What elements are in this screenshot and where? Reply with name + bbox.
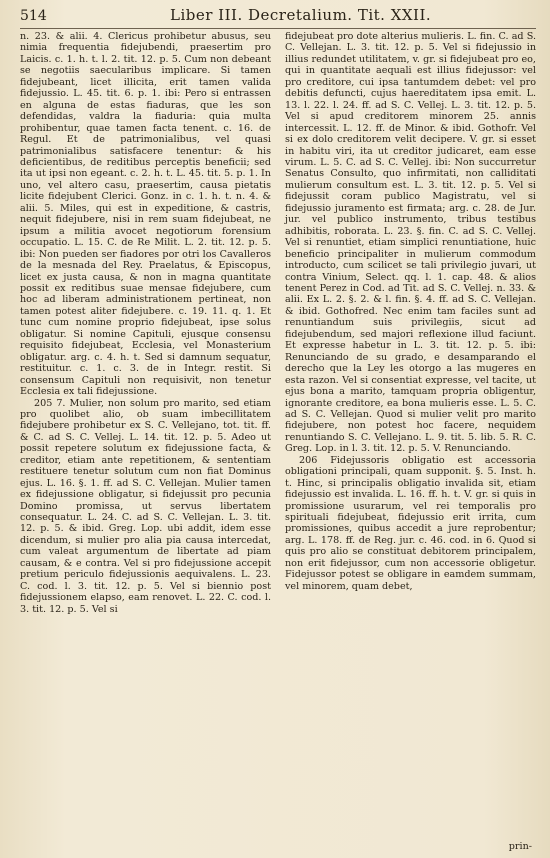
paragraph: 205 7. Mulier, non solum pro marito, sed etiam pro quolibet alio, ob suam imbecillitatem fidejubere prohibetur ex S. C. Vellejano, tot. tit. ff. & C. ad S. C. Vellej. L. 14. tit. 12. p. 5. Adeo ut possit repetere solutum ex fidejussione facta, & creditor, etiam ante repetitionem, & sententiam restituere tenetur solutum cum non fiat Dominus ejus. L. 16. §. 1. ff. ad S. C. Vellejan. Mulier tamen ex fidejussione obligatur, si fidejussit pro pecunia Domino promissa, ut servus libertatem consequatur. L. 24. C. ad S. C. Vellejan. L. 3. tit. 12. p. 5. & ibid. Greg. Lop. ubi addit, idem esse dicendum, si mulier pro alia pia causa intercedat, cum valeat argumentum de libertate ad piam causam, & e contra. Vel si pro fidejussione accepit pretium periculo fidejussionis aequivalens. L. 23. C. cod. l. 3. tit. 12. p. 5. Vel si biennio post fidejussionem elapso, eam renovet. L. 22. C. cod. l. 3. tit. 12. p. 5. Vel si <box>20 397 271 615</box>
running-title: Liber III. Decretalium. Tit. XXII. <box>170 6 432 24</box>
paragraph: 206 Fidejussoris obligatio est accessoria obligationi principali, quam supponit. §. 5. Inst. h. t. Hinc, si principalis obligatio invalida sit, etiam fidejussio est invalida. L. 16. ff. h. t. V. gr. si quis in promissione usurarum, vel rei temporalis pro spirituali fidejubeat, fidejussio erit irrita, cum promissiones, quibus accedit a jure reprobentur; arg. L. 178. ff. de Reg. jur. c. 46. cod. in 6. Quod si quis pro alio se constituat debitorem principalem, non erit fidejussor, cum non accessorie obligetur. Fidejussor potest se obligare in eamdem summam, vel minorem, quam debet, <box>285 454 536 592</box>
paragraph: n. 23. & alii. 4. Clericus prohibetur abusus, seu nimia frequentia fidejubendi, praesertim pro Laicis. c. 1. h. t. l. 2. tit. 12. p. 5. Cum non debeant se negotiis saecularibus implicare. Si tamen fidejubeant, licet illicita, erit tamen valida fidejussio. L. 45. tit. 6. p. 1. ibi: Pero si entrassen en alguna de estas fiaduras, que les son defendidas, valdra la fiaduria: quia multa prohibentur, quae tamen facta tenent. c. 16. de Regul. Et de patrimonialibus, vel quasi patrimonialibus satisfacere tenentur: & his deficientibus, de reditibus perceptis beneficii; sed ita ut ipsi non egeant. c. 2. h. t. L. 45. tit. 5. p. 1. In uno, vel altero casu, praesertim, causa pietatis licite fidejubent Clerici. Gonz. in c. 1. h. t. n. 4. & alii. 5. Miles, qui est in expeditione, & castris, nequit fidejubere, nisi in rem suam fidejubeat, ne ipsum a militia avocet negotiorum forensium occupatio. L. 15. C. de Re Milit. L. 2. tit. 12. p. 5. ibi: Non pueden ser fiadores por otri los Cavalleros de la mesnada del Rey. Praelatus, & Episcopus, licet ex justa causa, & non in magna quantitate possit ex reditibus suae mensae fidejubere, cum hoc ad liberam administrationem pertineat, non tamen potest aliter fidejubere. c. 19. 11. q. 1. Et tunc cum nomine proprio fidejubeat, ipse solus obligatur. Si nomine Capituli, ejusque consensu requisito fidejubeat, Ecclesia, vel Monasterium obligatur. arg. c. 4. h. t. Sed si damnum sequatur, restituitur. c. 1. c. 3. de in Integr. restit. Si consensum Capituli non requisivit, non tenetur Ecclesia ex tali fidejussione. <box>20 31 271 398</box>
left-column <box>20 31 271 615</box>
text-columns <box>20 31 536 615</box>
page-number: 514 <box>20 8 47 24</box>
catchword: prin- <box>508 841 532 852</box>
right-column <box>285 31 536 615</box>
paragraph: fidejubeat pro dote alterius mulieris. L. fin. C. ad S. C. Vellejan. L. 3. tit. 12. p. 5. Vel si fidejussio in illius redundet utilitatem, v. gr. si fidejubeat pro eo, qui in quantitate aequali est illius fidejussor: vel pro creditore, cui ipsa tantumdem debet: vel pro debitis defuncti, cujus haereditatem ipsa emit. L. 13. l. 22. l. 24. ff. ad S. C. Vellej. L. 3. tit. 12. p. 5. Vel si apud creditorem minorem 25. annis intercessit. L. 12. ff. de Minor. & ibid. Gothofr. Vel si ex dolo creditorem velit decipere. V. gr. si esset in habitu viri, ita ut creditor judicaret, eam esse virum. L. 5. C. ad S. C. Vellej. ibi: Non succurretur Senatus Consulto, quo infirmitati, non calliditati mulierum consultum est. L. 3. tit. 12. p. 5. Vel si fidejussit coram publico Magistratu, vel si fidejussio juramento est firmata; arg. c. 28. de Jur. jur. vel publico instrumento, tribus testibus adhibitis, roborata. L. 23. §. fin. C. ad S. C. Vellej. Vel si renuntiet, etiam simplici renuntiatione, huic beneficio principaliter in mulierum commodum introducto, cum scilicet se tali privilegio juvari, ut contra Vinium, Select. qq. l. 1. cap. 48. & alios tenent Perez in Cod. ad Tit. ad S. C. Vellej. n. 33. & alii. Ex L. 2. §. 2. & l. fin. §. 4. ff. ad S. C. Vellejan. & ibid. Gothofred. Nec enim tam faciles sunt ad renuntiandum suis privilegiis, sicut ad fidejubendum, sed majori reflexione illud faciunt. Et expresse habetur in L. 3. tit. 12. p. 5. ibi: Renunciando de su grado, e desamparando el derecho que la Ley les otorgo a las mugeres en esta razon. Vel si consentiat expresse, vel tacite, ut ejus bona a marito, tamquam propria obligentur, ignorante creditore, ea bona mulieris esse. L. 5. C. ad S. C. Vellejan. Quod si mulier velit pro marito fidejubere, non potest hoc facere, nequidem renuntiando S. C. Vellejano. L. 9. tit. 5. lib. 5. R. C. Greg. Lop. in l. 3. tit. 12. p. 5. V. Renunciando. <box>285 31 536 455</box>
page-header <box>20 6 536 29</box>
